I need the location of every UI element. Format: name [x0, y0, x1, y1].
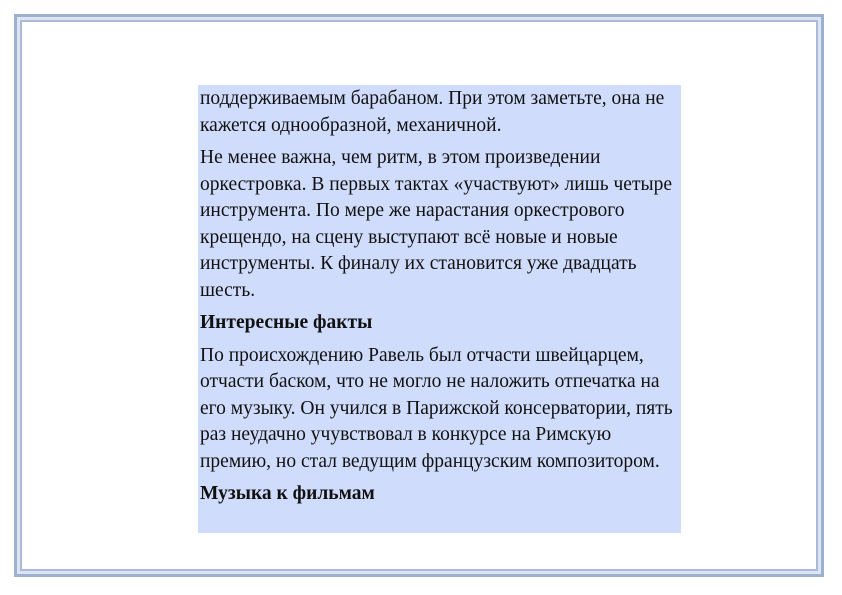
heading-interesting-facts: Интересные факты	[200, 312, 373, 333]
text-box	[198, 85, 681, 533]
heading-film-music: Музыка к фильмам	[200, 483, 375, 504]
paragraph-drum: поддерживаемым барабаном. При этом заметьте, она не кажется однообразной, механичной.	[200, 88, 665, 136]
paragraph-ravel-origin: По происхождению Равель был отчасти швейцарцем, отчасти баском, что не могло не наложить отпечатка на его музыку. Он учился в Парижской консерватории, пять раз неудачно учувствовал в конкурсе на Римскую премию, но стал ведущим французским композитором.	[200, 344, 673, 472]
paragraph-orchestration: Не менее важна, чем ритм, в этом произведении оркестровка. В первых тактах «участвуют» лишь четыре инструмента. По мере же нарастания оркестрового крещендо, на сцену выступают всё новые и новые инструменты. К финалу их становится уже двадцать шесть.	[200, 147, 672, 301]
